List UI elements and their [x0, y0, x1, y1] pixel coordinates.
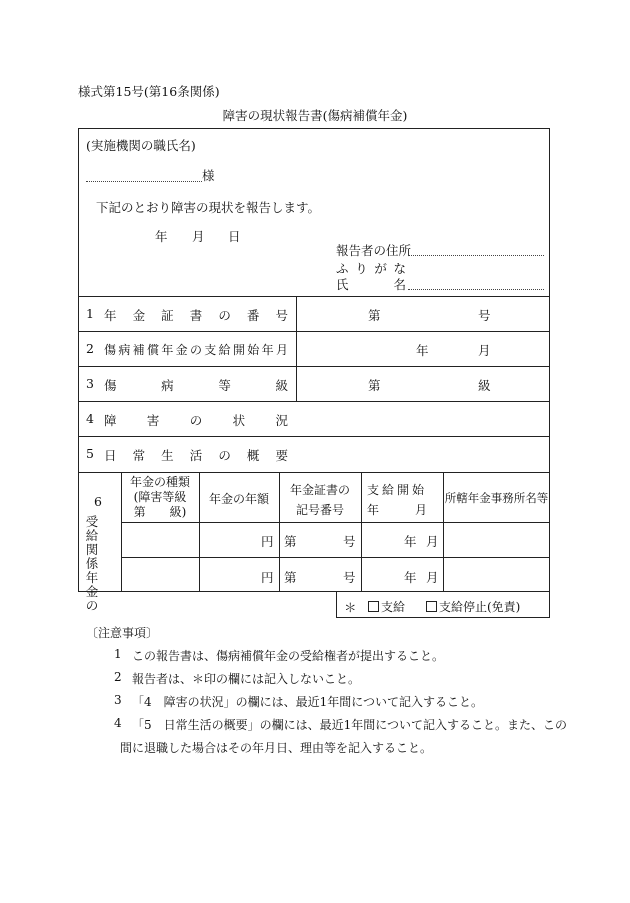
- row1-label: 年 金 証 書 の 番 号: [104, 308, 288, 323]
- notes-heading: 〔注意事項〕: [86, 626, 159, 640]
- row3-value-kyu: 級: [478, 378, 491, 393]
- daily-life-field[interactable]: [296, 438, 546, 468]
- section6-side-label: 受給関係年金の: [85, 514, 99, 613]
- row1-num: 1: [86, 306, 94, 321]
- payment-checkbox[interactable]: [368, 601, 379, 612]
- note-2-text: 報告者は、＊印の欄には記入しないこと。: [132, 672, 361, 686]
- note-1-num: 1: [114, 647, 122, 661]
- row3-num: 3: [86, 376, 94, 391]
- tsuki-1: 月: [426, 534, 439, 549]
- row3-value-dai: 第: [368, 378, 381, 393]
- form-number: 様式第15号(第16条関係): [78, 84, 220, 99]
- nen-1: 年: [404, 534, 417, 549]
- row2-num: 2: [86, 341, 94, 356]
- pension-cert-number-field[interactable]: [385, 298, 475, 328]
- start-date-field[interactable]: [300, 333, 545, 363]
- suspension-checkbox[interactable]: [426, 601, 437, 612]
- office-field-1[interactable]: [445, 524, 548, 555]
- note-1-text: この報告書は、傷病補償年金の受給権者が提出すること。: [132, 649, 445, 663]
- row2-value-month: 月: [478, 343, 491, 358]
- sama-label: 様: [202, 168, 215, 183]
- row1-value-dai: 第: [368, 308, 381, 323]
- institution-label: (実施機関の職氏名): [86, 138, 196, 153]
- note-4-num: 4: [114, 716, 122, 730]
- note-3-text: 「4 障害の状況」の欄には、最近1年間について記入すること。: [132, 695, 484, 709]
- row4-num: 4: [86, 411, 94, 426]
- option-suspension[interactable]: 支給停止(免責): [426, 598, 520, 615]
- header-pension-type: 年金の種類 (障害等級 第 級): [129, 475, 190, 519]
- row1-value-go: 号: [478, 308, 491, 323]
- row4-label: 障 害 の 状 況: [104, 413, 288, 428]
- go-1: 号: [343, 534, 356, 549]
- option-payment[interactable]: 支給: [368, 598, 405, 615]
- header-start: 支給開始 年 月: [367, 483, 428, 517]
- row3-label: 傷 病 等 級: [104, 378, 288, 393]
- name-label: 氏 名: [336, 277, 406, 292]
- reporter-address-line[interactable]: [408, 255, 544, 256]
- pension-type-field-2[interactable]: [123, 559, 197, 590]
- go-2: 号: [343, 570, 356, 585]
- dai-1: 第: [284, 534, 297, 549]
- tsuki-2: 月: [426, 570, 439, 585]
- office-field-2[interactable]: [445, 559, 548, 590]
- note-4-text: 「5 日常生活の概要」の欄には、最近1年間について記入すること。また、この: [132, 718, 568, 732]
- header-cert-number: 年金証書の 記号番号: [289, 483, 350, 517]
- section6-num: 6: [94, 494, 102, 509]
- note-4-cont: 間に退職した場合はその年月日、理由等を記入すること。: [120, 741, 433, 755]
- date-year: 年: [155, 229, 168, 244]
- addressee-line[interactable]: [86, 181, 202, 182]
- document-title: 障害の現状報告書(傷病補償年金): [222, 108, 408, 123]
- disability-grade-field[interactable]: [385, 368, 475, 398]
- name-line[interactable]: [408, 289, 544, 290]
- date-day: 日: [228, 229, 241, 244]
- header-office: 所轄年金事務所名等: [444, 491, 549, 505]
- header-annual-amount: 年金の年額: [208, 492, 269, 506]
- star-mark: ＊: [344, 600, 357, 615]
- intro-text: 下記のとおり障害の現状を報告します。: [96, 200, 321, 215]
- date-month: 月: [192, 229, 205, 244]
- nen-2: 年: [404, 570, 417, 585]
- yen-2: 円: [261, 570, 274, 585]
- reporter-address-label: 報告者の住所: [336, 243, 412, 258]
- dai-2: 第: [284, 570, 297, 585]
- row5-num: 5: [86, 446, 94, 461]
- note-2-num: 2: [114, 670, 122, 684]
- row2-value-year: 年: [416, 343, 429, 358]
- yen-1: 円: [261, 534, 274, 549]
- furigana-label: ふ り が な: [336, 261, 406, 276]
- disability-status-field[interactable]: [296, 403, 546, 433]
- note-3-num: 3: [114, 693, 122, 707]
- row5-label: 日 常 生 活 の 概 要: [104, 448, 288, 463]
- pension-type-field-1[interactable]: [123, 524, 197, 555]
- row2-label: 傷 病 補 償 年 金 の 支 給 開 始 年 月: [104, 343, 288, 357]
